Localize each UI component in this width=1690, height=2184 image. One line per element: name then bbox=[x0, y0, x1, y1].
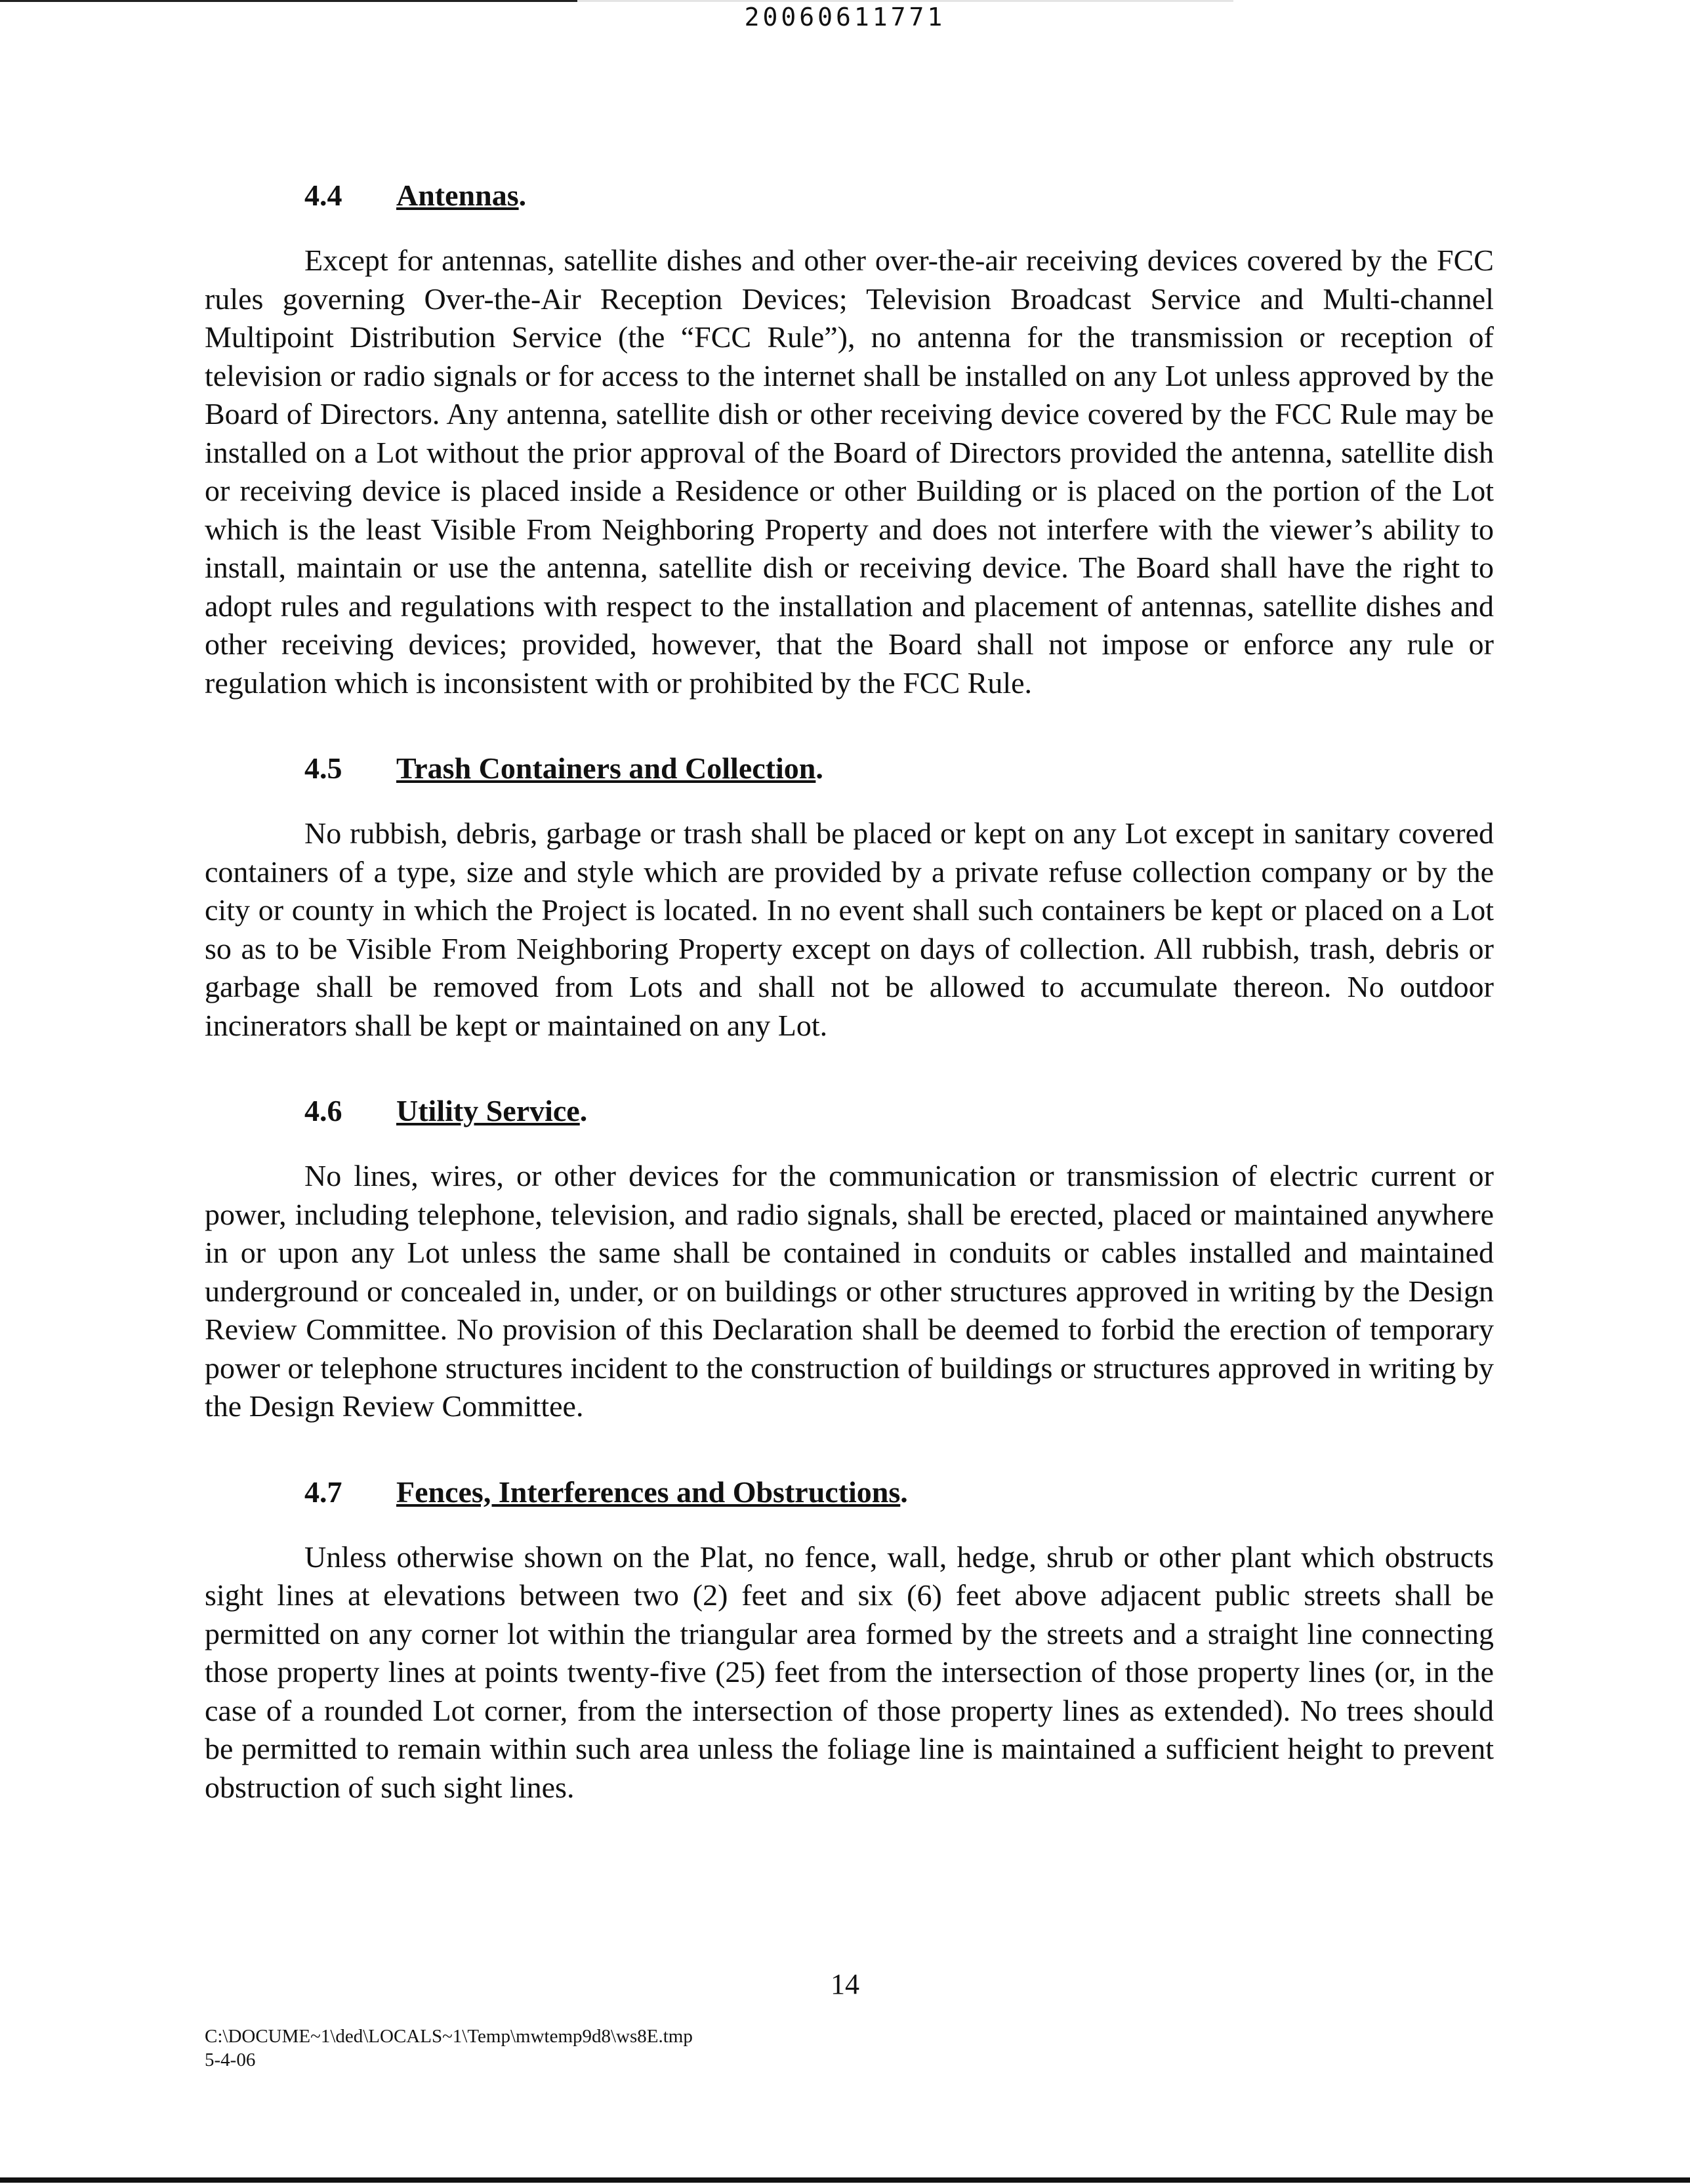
section-title: Fences, Interferences and Obstructions bbox=[396, 1475, 901, 1509]
footer-date: 5-4-06 bbox=[205, 2049, 256, 2070]
section-title: Trash Containers and Collection bbox=[396, 751, 816, 785]
section-title: Antennas bbox=[396, 178, 519, 212]
section-4-5 bbox=[205, 750, 1494, 1045]
section-paragraph: Except for antennas, satellite dishes and other over-the-air receiving devices covered by the FCC rules governing Over-the-Air Reception Devices; Television Broadcast Service and Multi-channel Multipoint Distribution Service (the “FCC Rule”), no antenna for the transmission or reception of television or radio signals or for access to the internet shall be installed on any Lot unless approved by the Board of Directors. Any antenna, satellite dish or other receiving device covered by the FCC Rule may be installed on a Lot without the prior approval of the Board of Directors provided the antenna, satellite dish or receiving device is placed inside a Residence or other Building or is placed on the portion of the Lot which is the least Visible From Neighboring Property and does not interfere with the viewer’s ability to install, maintain or use the antenna, satellite dish or receiving device. The Board shall have the right to adopt rules and regulations with respect to the installation and placement of antennas, satellite dishes and other receiving devices; provided, however, that the Board shall not impose or enforce any rule or regulation which is inconsistent with or prohibited by the FCC Rule. bbox=[205, 243, 1494, 700]
top-edge-rule bbox=[0, 0, 577, 2]
section-heading bbox=[205, 1093, 1494, 1129]
section-4-7 bbox=[205, 1474, 1494, 1807]
section-title: Utility Service bbox=[396, 1094, 580, 1127]
section-title-period: . bbox=[900, 1475, 908, 1509]
section-4-4 bbox=[205, 177, 1494, 702]
section-paragraph: No rubbish, debris, garbage or trash shall be placed or kept on any Lot except in sanitary covered containers of a type, size and style which are provided by a private refuse collection company or by the city or county in which the Project is located. In no event shall such containers be kept or placed on a Lot so as to be Visible From Neighboring Property except on days of collection. All rubbish, trash, debris or garbage shall be removed from Lots and shall not be allowed to accumulate thereon. No outdoor incinerators shall be kept or maintained on any Lot. bbox=[205, 816, 1494, 1042]
section-number: 4.7 bbox=[304, 1475, 342, 1509]
document-body bbox=[205, 177, 1494, 1855]
section-heading bbox=[205, 1474, 1494, 1511]
recording-number: 20060611771 bbox=[744, 3, 946, 32]
section-paragraph: No lines, wires, or other devices for the communication or transmission of electric current or power, including telephone, television, and radio signals, shall be erected, placed or maintained anywhere in or upon any Lot unless the same shall be contained in conduits or cables installed and maintained underground or concealed in, under, or on buildings or other structures approved in writing by the Design Review Committee. No provision of this Declaration shall be deemed to forbid the erection of temporary power or telephone structures incident to the construction of buildings or structures approved in writing by the Design Review Committee. bbox=[205, 1159, 1494, 1423]
section-number: 4.6 bbox=[304, 1094, 342, 1127]
section-heading bbox=[205, 750, 1494, 787]
section-number: 4.4 bbox=[304, 178, 342, 212]
section-paragraph: Unless otherwise shown on the Plat, no fence, wall, hedge, shrub or other plant which obstructs sight lines at elevations between two (2) feet and six (6) feet above adjacent public streets shall be permitted on any corner lot within the triangular area formed by the streets and a straight line connecting those property lines at points twenty-five (25) feet from the intersection of those property lines (or, in the case of a rounded Lot corner, from the intersection of those property lines as extended). No trees should be permitted to remain within such area unless the foliage line is maintained a sufficient height to prevent obstruction of such sight lines. bbox=[205, 1540, 1494, 1804]
page-number: 14 bbox=[831, 1968, 859, 2000]
bottom-edge-rule bbox=[0, 2177, 1690, 2183]
section-title-period: . bbox=[579, 1094, 588, 1127]
section-4-6 bbox=[205, 1093, 1494, 1426]
section-number: 4.5 bbox=[304, 751, 342, 785]
section-title-period: . bbox=[815, 751, 823, 785]
footer-file-path: C:\DOCUME~1\ded\LOCALS~1\Temp\mwtemp9d8\ws8E.tmp bbox=[205, 2026, 693, 2047]
section-title-period: . bbox=[518, 178, 527, 212]
section-heading bbox=[205, 177, 1494, 214]
